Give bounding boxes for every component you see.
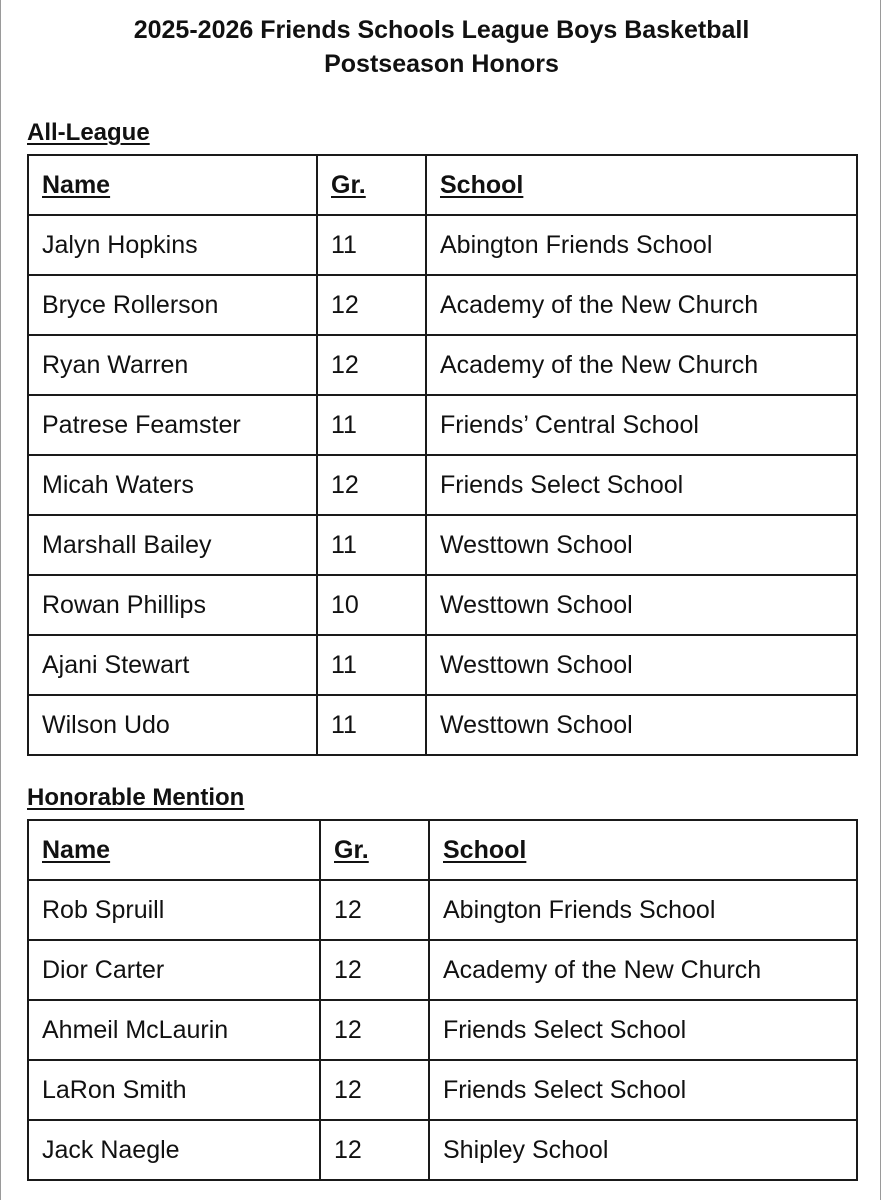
table-row: [28, 215, 857, 275]
player-name: Rowan Phillips: [28, 575, 317, 635]
page-title-line-2: Postseason Honors: [324, 50, 559, 78]
player-name: Micah Waters: [28, 455, 317, 515]
table-row: [28, 275, 857, 335]
player-school: Westtown School: [426, 695, 857, 755]
player-school: Westtown School: [426, 635, 857, 695]
player-grade: 12: [317, 455, 426, 515]
all-league-table: [27, 154, 858, 756]
player-school: Academy of the New Church: [426, 335, 857, 395]
player-name: Marshall Bailey: [28, 515, 317, 575]
page-title-line-1: 2025-2026 Friends Schools League Boys Basketball: [133, 16, 750, 44]
column-header-school: School: [426, 155, 857, 215]
table-row: [28, 1060, 857, 1120]
player-school: Academy of the New Church: [426, 275, 857, 335]
player-grade: 12: [320, 880, 429, 940]
table-row: [28, 880, 857, 940]
player-school: Academy of the New Church: [429, 940, 857, 1000]
table-row: [28, 1000, 857, 1060]
player-school: Friends Select School: [429, 1060, 857, 1120]
player-name: LaRon Smith: [28, 1060, 320, 1120]
player-grade: 12: [320, 1000, 429, 1060]
player-grade: 12: [317, 275, 426, 335]
player-name: Patrese Feamster: [28, 395, 317, 455]
table-row: [28, 455, 857, 515]
all-league-heading: All-League: [27, 119, 150, 146]
table-row: [28, 575, 857, 635]
player-name: Jack Naegle: [28, 1120, 320, 1180]
player-school: Friends Select School: [426, 455, 857, 515]
table-row: [28, 335, 857, 395]
table-row: [28, 940, 857, 1000]
column-header-name: Name: [28, 155, 317, 215]
player-name: Dior Carter: [28, 940, 320, 1000]
player-grade: 11: [317, 395, 426, 455]
table-row: [28, 515, 857, 575]
player-school: Westtown School: [426, 575, 857, 635]
player-name: Ahmeil McLaurin: [28, 1000, 320, 1060]
player-name: Bryce Rollerson: [28, 275, 317, 335]
table-row: [28, 1120, 857, 1180]
player-school: Westtown School: [426, 515, 857, 575]
table-row: [28, 695, 857, 755]
player-grade: 12: [320, 1120, 429, 1180]
honorable-mention-heading: Honorable Mention: [27, 784, 245, 811]
honorable-mention-table: [27, 819, 858, 1181]
player-name: Ryan Warren: [28, 335, 317, 395]
player-school: Friends Select School: [429, 1000, 857, 1060]
player-grade: 12: [320, 940, 429, 1000]
player-grade: 11: [317, 695, 426, 755]
player-grade: 11: [317, 635, 426, 695]
column-header-school: School: [429, 820, 857, 880]
player-grade: 12: [317, 335, 426, 395]
table-header-row: [28, 820, 857, 880]
player-name: Wilson Udo: [28, 695, 317, 755]
player-grade: 10: [317, 575, 426, 635]
player-grade: 11: [317, 515, 426, 575]
player-name: Jalyn Hopkins: [28, 215, 317, 275]
table-header-row: [28, 155, 857, 215]
player-school: Abington Friends School: [426, 215, 857, 275]
player-school: Friends’ Central School: [426, 395, 857, 455]
page-title: [1, 13, 881, 81]
player-school: Shipley School: [429, 1120, 857, 1180]
player-school: Abington Friends School: [429, 880, 857, 940]
column-header-name: Name: [28, 820, 320, 880]
player-grade: 12: [320, 1060, 429, 1120]
column-header-grade: Gr.: [317, 155, 426, 215]
column-header-grade: Gr.: [320, 820, 429, 880]
player-grade: 11: [317, 215, 426, 275]
player-name: Ajani Stewart: [28, 635, 317, 695]
player-name: Rob Spruill: [28, 880, 320, 940]
table-row: [28, 395, 857, 455]
table-row: [28, 635, 857, 695]
